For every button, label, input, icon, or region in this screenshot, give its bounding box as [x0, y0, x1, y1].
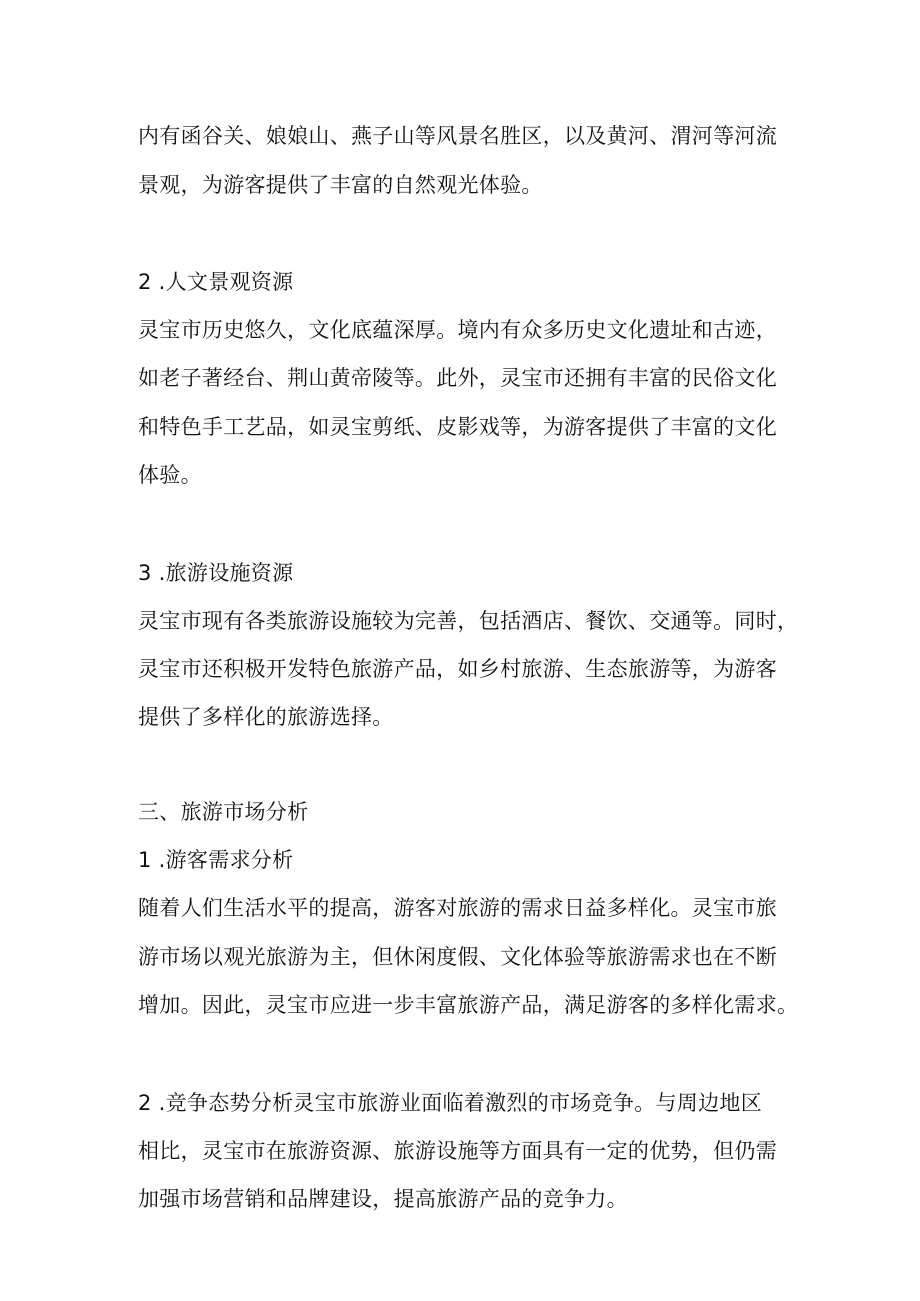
paragraph-line: 游市场以观光旅游为主，但休闲度假、文化体验等旅游需求也在不断 — [138, 945, 777, 969]
paragraph-line: 增加。因此，灵宝市应进一步丰富旅游产品，满足游客的多样化需求。 — [138, 993, 799, 1017]
paragraph-line: 灵宝市现有各类旅游设施较为完善，包括酒店、餐饮、交通等。同时， — [138, 609, 799, 633]
section-heading: 2 .人文景观资源 — [138, 270, 294, 294]
section-heading: 3 .旅游设施资源 — [138, 561, 294, 585]
paragraph-line: 灵宝市历史悠久，文化底蕴深厚。境内有众多历史文化遗址和古迹， — [138, 318, 777, 342]
chapter-heading: 三、旅游市场分析 — [138, 800, 309, 824]
paragraph-line: 加强市场营销和品牌建设，提高旅游产品的竞争力。 — [138, 1187, 628, 1211]
paragraph-line: 2 .竞争态势分析灵宝市旅游业面临着激烈的市场竞争。与周边地区 — [138, 1091, 763, 1115]
paragraph-line: 相比，灵宝市在旅游资源、旅游设施等方面具有一定的优势，但仍需 — [138, 1139, 777, 1163]
paragraph-line: 提供了多样化的旅游选择。 — [138, 705, 394, 729]
paragraph-line: 和特色手工艺品，如灵宝剪纸、皮影戏等，为游客提供了丰富的文化 — [138, 415, 777, 439]
paragraph-line: 体验。 — [138, 463, 202, 487]
paragraph-line: 随着人们生活水平的提高，游客对旅游的需求日益多样化。灵宝市旅 — [138, 896, 777, 920]
paragraph-line: 内有函谷关、娘娘山、燕子山等风景名胜区，以及黄河、渭河等河流 — [138, 124, 777, 148]
paragraph-line: 景观，为游客提供了丰富的自然观光体验。 — [138, 173, 543, 197]
paragraph-line: 灵宝市还积极开发特色旅游产品，如乡村旅游、生态旅游等，为游客 — [138, 657, 777, 681]
paragraph-line: 如老子著经台、荆山黄帝陵等。此外，灵宝市还拥有丰富的民俗文化 — [138, 366, 777, 390]
section-heading: 1 .游客需求分析 — [138, 848, 294, 872]
